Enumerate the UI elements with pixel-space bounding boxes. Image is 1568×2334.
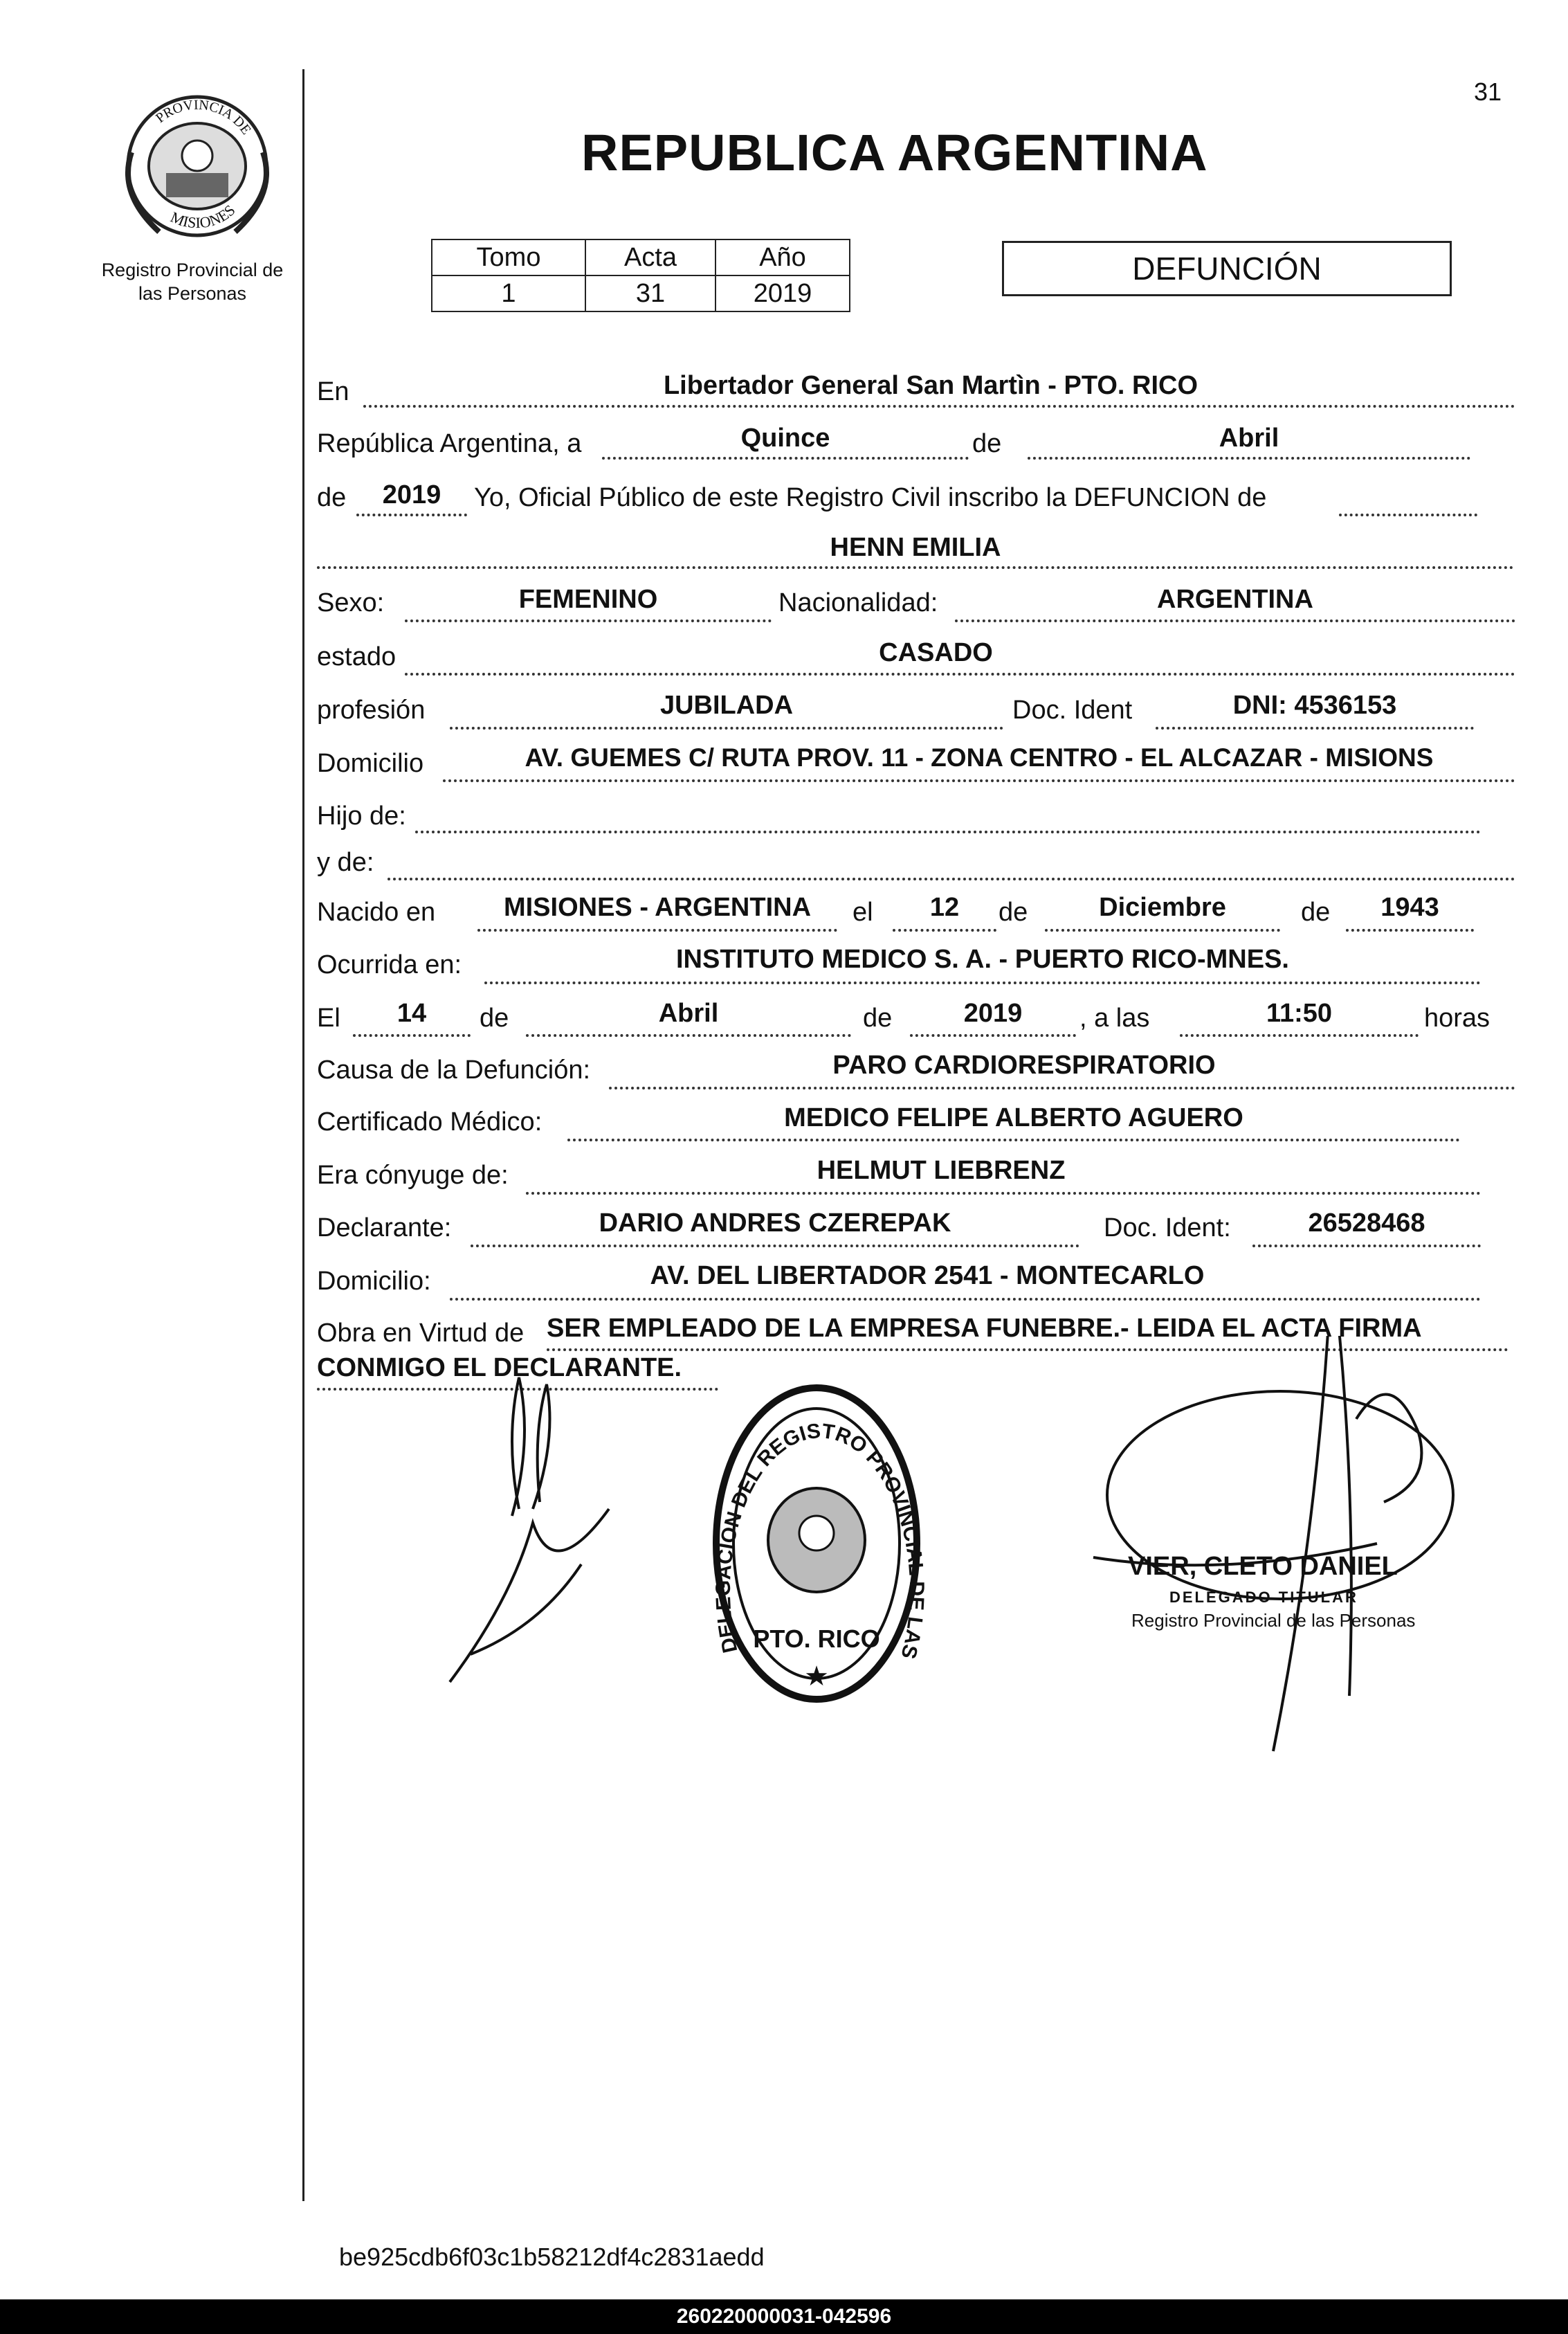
dotted-line (567, 1139, 1460, 1141)
dotted-line (955, 619, 1515, 622)
provincial-seal-icon (118, 90, 277, 242)
de3-label: de (999, 898, 1028, 927)
deceased-name: HENN EMILIA (830, 533, 1001, 562)
dotted-line (443, 779, 1515, 782)
registry-label-line1: Registro Provincial de (101, 260, 284, 280)
decl-doc-value: 26528468 (1308, 1209, 1425, 1238)
day-value: Quince (740, 424, 830, 453)
sexo-label: Sexo: (317, 588, 385, 617)
decl-domicilio-label: Domicilio: (317, 1267, 431, 1296)
registry-label (82, 258, 303, 305)
causa-label: Causa de la Defunción: (317, 1056, 591, 1085)
registry-label-line2: las Personas (138, 283, 247, 304)
margin-rule (302, 69, 304, 2201)
profesion-value: JUBILADA (659, 691, 794, 720)
death-time: 11:50 (1266, 999, 1333, 1028)
alas-label: , a las (1079, 1004, 1150, 1033)
star-icon: ★ (804, 1661, 829, 1692)
obra-value-line2: CONMIGO EL DECLARANTE. (317, 1353, 682, 1382)
barcode-footer: 260220000031-042596 (0, 2299, 1568, 2334)
hijo-label: Hijo de: (317, 802, 406, 831)
nacido-value: MISIONES - ARGENTINA (503, 893, 812, 922)
el2-label: El (317, 1004, 340, 1033)
de6-label: de (863, 1004, 893, 1033)
dotted-line (1180, 1034, 1419, 1037)
dotted-line (1339, 514, 1477, 516)
dotted-line (471, 1245, 1079, 1247)
dotted-line (1346, 929, 1474, 932)
obra-label: Obra en Virtud de (317, 1319, 525, 1348)
domicilio-label: Domicilio (317, 749, 424, 778)
dotted-line (1028, 457, 1470, 460)
doc-label: Doc. Ident (1012, 696, 1133, 725)
officer-name: VIER, CLETO DANIEL (1128, 1552, 1398, 1581)
dotted-line (356, 514, 467, 516)
record-table (431, 239, 850, 312)
dotted-line (317, 566, 1514, 569)
de2-label: de (317, 483, 347, 512)
dotted-line (609, 1087, 1515, 1089)
nacionalidad-label: Nacionalidad: (778, 588, 938, 617)
seal-text-bottom: MISIONES (167, 201, 239, 232)
officer-title: DELEGADO TITULAR (1169, 1589, 1358, 1606)
decl-domicilio-value: AV. DEL LIBERTADOR 2541 - MONTECARLO (650, 1261, 1205, 1290)
birth-month: Diciembre (1099, 893, 1226, 922)
conyuge-label: Era cónyuge de: (317, 1161, 509, 1190)
dotted-line (893, 929, 996, 932)
doc-value: DNI: 4536153 (1232, 691, 1397, 720)
seal-text-top: PROVINCIA DE (153, 97, 254, 138)
dotted-line (1252, 1245, 1481, 1247)
ocurrida-label: Ocurrida en: (317, 950, 462, 979)
dotted-line (484, 981, 1481, 984)
obra-value-line1: SER EMPLEADO DE LA EMPRESA FUNEBRE.- LEIDA EL ACTA FIRMA (547, 1314, 1422, 1343)
declarante-label: Declarante: (317, 1213, 452, 1242)
conyuge-value: HELMUT LIEBRENZ (817, 1156, 1066, 1185)
table-value-tomo: 1 (432, 275, 585, 311)
page-number: 31 (1474, 78, 1502, 106)
dotted-line (526, 1192, 1481, 1195)
signature-area (429, 1336, 1515, 1820)
horas-label: horas (1424, 1004, 1490, 1033)
de4-label: de (1301, 898, 1331, 927)
sexo-value: FEMENINO (518, 585, 658, 614)
svg-text:DELEGACION DEL REGISTRO PROVIN (429, 1336, 928, 1667)
de-label: de (972, 429, 1002, 458)
dotted-line (388, 878, 1515, 880)
death-day: 14 (396, 999, 427, 1028)
officer-signature-icon (1093, 1336, 1453, 1751)
dotted-line (405, 619, 772, 622)
document-hash: be925cdb6f03c1b58212df4c2831aedd (339, 2243, 765, 2271)
table-header-tomo: Tomo (432, 239, 585, 275)
dotted-line (450, 1298, 1481, 1301)
death-year: 2019 (963, 999, 1023, 1028)
dotted-line (477, 929, 837, 932)
table-header-ano: Año (715, 239, 850, 275)
record-type-box: DEFUNCIÓN (1002, 241, 1452, 296)
estado-label: estado (317, 642, 396, 671)
en-label: En (317, 377, 349, 406)
yde-label: y de: (317, 848, 374, 877)
dotted-line (415, 831, 1481, 833)
death-month: Abril (658, 999, 719, 1028)
profesion-label: profesión (317, 696, 426, 725)
dotted-line (602, 457, 969, 460)
table-value-ano: 2019 (715, 275, 850, 311)
dotted-line (1156, 727, 1474, 730)
year-value: 2019 (382, 480, 441, 509)
dotted-line (363, 405, 1515, 408)
inscription-text: Yo, Oficial Público de este Registro Civil inscribo la DEFUNCION de (474, 483, 1267, 512)
nacionalidad-value: ARGENTINA (1157, 585, 1313, 614)
en-value: Libertador General San Martìn - PTO. RICO (663, 371, 1198, 400)
birth-day: 12 (929, 893, 960, 922)
page-title: REPUBLICA ARGENTINA (581, 124, 1208, 181)
birth-year: 1943 (1380, 893, 1439, 922)
declarant-signature-icon (450, 1377, 609, 1682)
certificado-label: Certificado Médico: (317, 1107, 543, 1137)
dotted-line (450, 727, 1003, 730)
seal-text: DELEGACION DEL REGISTRO PROVINCIAL DE LAS (711, 1419, 929, 1661)
delegation-seal-icon (429, 1336, 928, 1699)
seal-city: PTO. RICO (753, 1625, 880, 1653)
causa-value: PARO CARDIORESPIRATORIO (832, 1051, 1216, 1080)
domicilio-value: AV. GUEMES C/ RUTA PROV. 11 - ZONA CENTRO - EL ALCAZAR - MISIONS (525, 743, 1434, 772)
dotted-line (526, 1034, 851, 1037)
estado-value: CASADO (879, 638, 993, 667)
dotted-line (405, 673, 1515, 676)
month-value: Abril (1219, 424, 1279, 453)
table-header-acta: Acta (585, 239, 715, 275)
el-label: el (853, 898, 873, 927)
dotted-line (1045, 929, 1280, 932)
dotted-line (910, 1034, 1076, 1037)
de5-label: de (480, 1004, 509, 1033)
declarante-value: DARIO ANDRES CZEREPAK (599, 1209, 951, 1238)
nacido-label: Nacido en (317, 898, 436, 927)
decl-doc-label: Doc. Ident: (1104, 1213, 1231, 1242)
ocurrida-value: INSTITUTO MEDICO S. A. - PUERTO RICO-MNES. (675, 945, 1289, 974)
dotted-line (353, 1034, 471, 1037)
table-value-acta: 31 (585, 275, 715, 311)
officer-org: Registro Provincial de las Personas (1131, 1610, 1416, 1631)
certificado-value: MEDICO FELIPE ALBERTO AGUERO (784, 1103, 1243, 1132)
republica-label: República Argentina, a (317, 429, 582, 458)
